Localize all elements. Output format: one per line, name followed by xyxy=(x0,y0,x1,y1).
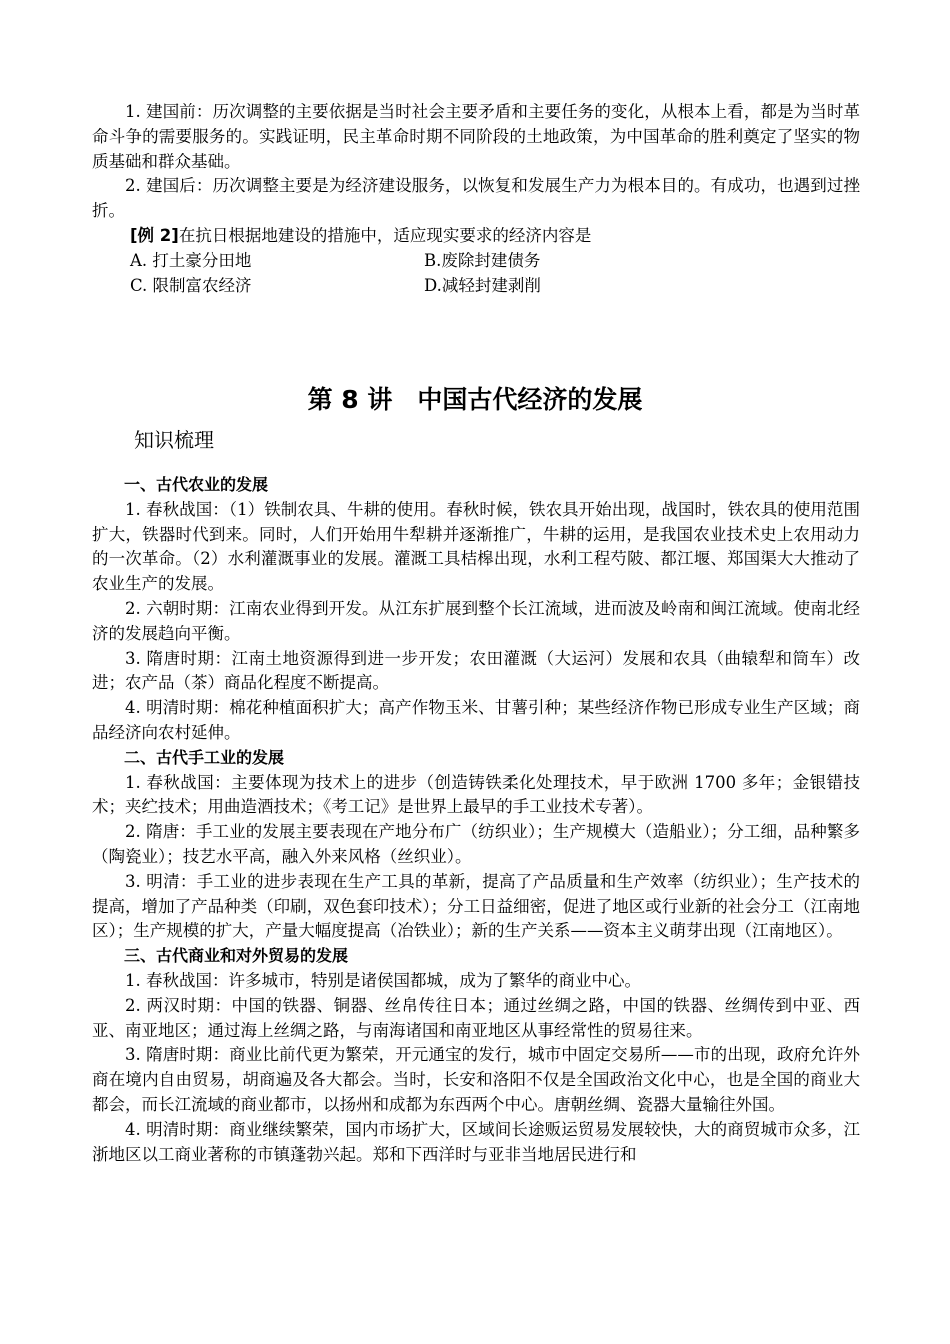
example-question-text: 在抗日根据地建设的措施中，适应现实要求的经济内容是 xyxy=(178,226,592,245)
lecture-title: 第 8 讲 中国古代经济的发展 xyxy=(307,385,643,414)
option-d: D.减轻封建剥削 xyxy=(424,276,541,295)
section-paragraph: 4. 明清时期：商业继续繁荣，国内市场扩大，区域间长途贩运贸易发展较快，大的商贸城市众多，江浙地区以工商业著称的市镇蓬勃兴起。郑和下西洋时与亚非当地居民进行和 xyxy=(92,1119,860,1164)
option-c: C. 限制富农经济 xyxy=(130,276,252,295)
knowledge-title: 知识梳理 xyxy=(134,428,214,452)
example-label: [例 2] xyxy=(130,226,179,245)
section-paragraph: 2. 两汉时期：中国的铁器、铜器、丝帛传往日本；通过丝绸之路，中国的铁器、丝绸传到中亚、西亚、南亚地区；通过海上丝绸之路，与南海诸国和南亚地区从事经常性的贸易往来。 xyxy=(92,995,860,1040)
option-a: A. 打土豪分田地 xyxy=(130,251,252,270)
intro-paragraph-1: 1. 建国前：历次调整的主要依据是当时社会主要矛盾和主要任务的变化，从根本上看，都是为当时革命斗争的需要服务的。实践证明，民主革命时期不同阶段的土地政策，为中国革命的胜利奠定了坚实的物质基础和群众基础。 xyxy=(92,102,860,171)
main-content xyxy=(92,473,860,1167)
intro-block xyxy=(92,100,860,224)
section-paragraph: 3. 隋唐时期：江南土地资源得到进一步开发；农田灌溉（大运河）发展和农具（曲辕犁和筒车）改进；农产品（茶）商品化程度不断提高。 xyxy=(92,648,860,693)
section-heading-handicraft: 二、古代手工业的发展 xyxy=(124,747,285,767)
section-paragraph: 1. 春秋战国：（1）铁制农具、牛耕的使用。春秋时候，铁农具开始出现，战国时，铁农具的使用范围扩大，铁器时代到来。同时，人们开始用牛犁耕并逐渐推广，牛耕的运用，是我国农业技术史上农用动力的一次革命。（2）水利灌溉事业的发展。灌溉工具桔槔出现，水利工程芍陂、都江堰、郑国渠大大推动了农业生产的发展。 xyxy=(92,499,860,594)
section-heading-commerce: 三、古代商业和对外贸易的发展 xyxy=(124,946,349,966)
section-paragraph: 4. 明清时期：棉花种植面积扩大；高产作物玉米、甘薯引种；某些经济作物已形成专业生产区域；商品经济向农村延伸。 xyxy=(92,698,860,742)
intro-paragraph-2: 2. 建国后：历次调整主要是为经济建设服务，以恢复和发展生产力为根本目的。有成功，也遇到过挫折。 xyxy=(92,176,860,221)
section-paragraph: 1. 春秋战国：主要体现为技术上的进步（创造铸铁柔化处理技术，早于欧洲 1700 多年；金银错技术；夹纻技术；用曲造酒技术；《考工记》是世界上最早的手工业技术专著）。 xyxy=(92,772,860,817)
section-paragraph: 3. 隋唐时期：商业比前代更为繁荣，开元通宝的发行，城市中固定交易所——市的出现，政府允许外商在境内自由贸易，胡商遍及各大都会。当时，长安和洛阳不仅是全国政治文化中心，也是全国的商业大都会，而长江流域的商业都市，以扬州和成都为东西两个中心。唐朝丝绸、瓷器大量输往外国。 xyxy=(92,1045,860,1114)
example-question xyxy=(130,224,591,249)
section-heading-agriculture: 一、古代农业的发展 xyxy=(124,475,269,494)
section-paragraph: 2. 隋唐：手工业的发展主要表现在产地分布广（纺织业）；生产规模大（造船业）；分工细，品种繁多（陶瓷业）；技艺水平高，融入外来风格（丝织业）。 xyxy=(92,822,860,866)
option-b: B.废除封建债务 xyxy=(424,251,541,270)
section-paragraph: 3. 明清：手工业的进步表现在生产工具的革新，提高了产品质量和生产效率（纺织业）；生产技术的提高，增加了产品种类（印刷，双色套印技术）；分工日益细密，促进了地区或行业新的社会分工（江南地区）；生产规模的扩大，产量大幅度提高（冶铁业）；新的生产关系——资本主义萌芽出现（江南地区）。 xyxy=(92,871,860,941)
section-paragraph: 1. 春秋战国：许多城市，特别是诸侯国都城，成为了繁华的商业中心。 xyxy=(125,970,641,990)
section-paragraph: 2. 六朝时期：江南农业得到开发。从江东扩展到整个长江流域，进而波及岭南和闽江流域。使南北经济的发展趋向平衡。 xyxy=(92,598,860,643)
